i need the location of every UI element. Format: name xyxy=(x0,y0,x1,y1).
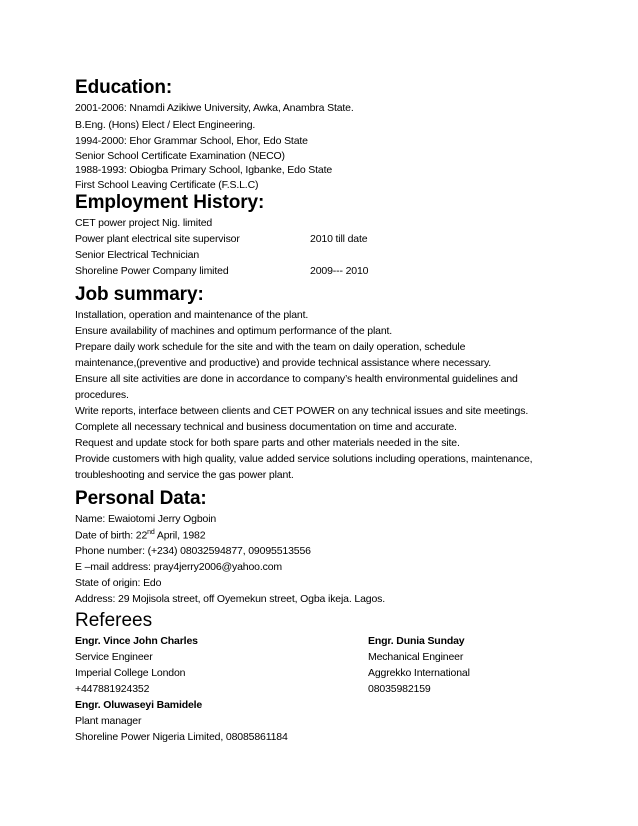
referee-org: Shoreline Power Nigeria Limited, 08085861184 xyxy=(75,731,288,743)
job-summary-line: Ensure all site activities are done in accordance to company’s health environmental guidelines and xyxy=(75,373,518,385)
employment-heading: Employment History: xyxy=(75,192,265,213)
job-summary-line: troubleshooting and service the gas power plant. xyxy=(75,469,294,481)
job-summary-line: maintenance,(preventive and productive) and provide technical assistance where necessary. xyxy=(75,357,492,369)
referee-title: Service Engineer xyxy=(75,651,153,663)
job-summary-line: Prepare daily work schedule for the site and with the team on daily operation, schedule xyxy=(75,341,466,353)
dob-superscript: nd xyxy=(147,529,155,536)
employment-company: Shoreline Power Company limited xyxy=(75,265,229,277)
job-summary-heading: Job summary: xyxy=(75,284,204,305)
referee-org: Imperial College London xyxy=(75,667,186,679)
referee-name: Engr. Vince John Charles xyxy=(75,635,198,647)
job-summary-line: Write reports, interface between clients and CET POWER on any technical issues and site meetings. xyxy=(75,405,529,417)
personal-heading: Personal Data: xyxy=(75,488,207,509)
personal-dob xyxy=(75,529,205,542)
referee-title: Mechanical Engineer xyxy=(368,651,464,663)
education-line: First School Leaving Certificate (F.S.L.C) xyxy=(75,179,259,191)
job-summary-line: Request and update stock for both spare parts and other materials needed in the site. xyxy=(75,437,460,449)
dob-prefix: Date of birth: 22 xyxy=(75,529,148,542)
personal-phone: Phone number: (+234) 08032594877, 09095513556 xyxy=(75,545,311,557)
employment-role: Power plant electrical site supervisor xyxy=(75,233,240,245)
dob-suffix: April, 1982 xyxy=(154,529,206,542)
education-line: 1988-1993: Obiogba Primary School, Igbanke, Edo State xyxy=(75,164,333,176)
job-summary-line: Ensure availability of machines and optimum performance of the plant. xyxy=(75,325,393,337)
job-summary-line: Installation, operation and maintenance of the plant. xyxy=(75,309,309,321)
employment-role: Senior Electrical Technician xyxy=(75,249,200,261)
employment-company: CET power project Nig. limited xyxy=(75,217,213,229)
referee-name: Engr. Oluwaseyi Bamidele xyxy=(75,699,203,711)
education-line: 2001-2006: Nnamdi Azikiwe University, Awka, Anambra State. xyxy=(75,102,354,114)
education-line: B.Eng. (Hons) Elect / Elect Engineering. xyxy=(75,119,256,131)
referee-phone: +447881924352 xyxy=(75,683,150,695)
job-summary-line: procedures. xyxy=(75,389,129,401)
referees-heading: Referees xyxy=(75,610,153,631)
personal-email: E –mail address: pray4jerry2006@yahoo.com xyxy=(75,561,283,573)
personal-address: Address: 29 Mojisola street, off Oyemekun street, Ogba ikeja. Lagos. xyxy=(75,593,386,605)
employment-date: 2010 till date xyxy=(310,233,368,245)
education-line: Senior School Certificate Examination (NECO) xyxy=(75,150,285,162)
employment-date: 2009--- 2010 xyxy=(310,265,369,277)
personal-name: Name: Ewaiotomi Jerry Ogboin xyxy=(75,513,217,525)
referee-title: Plant manager xyxy=(75,715,142,727)
job-summary-line: Complete all necessary technical and business documentation on time and accurate. xyxy=(75,421,457,433)
education-line: 1994-2000: Ehor Grammar School, Ehor, Edo State xyxy=(75,135,308,147)
personal-state: State of origin: Edo xyxy=(75,577,162,589)
job-summary-line: Provide customers with high quality, value added service solutions including operations, maintenance, xyxy=(75,453,533,465)
referee-org: Aggrekko International xyxy=(368,667,470,679)
education-heading: Education: xyxy=(75,77,173,98)
referee-phone: 08035982159 xyxy=(368,683,431,695)
referee-name: Engr. Dunia Sunday xyxy=(368,635,465,647)
